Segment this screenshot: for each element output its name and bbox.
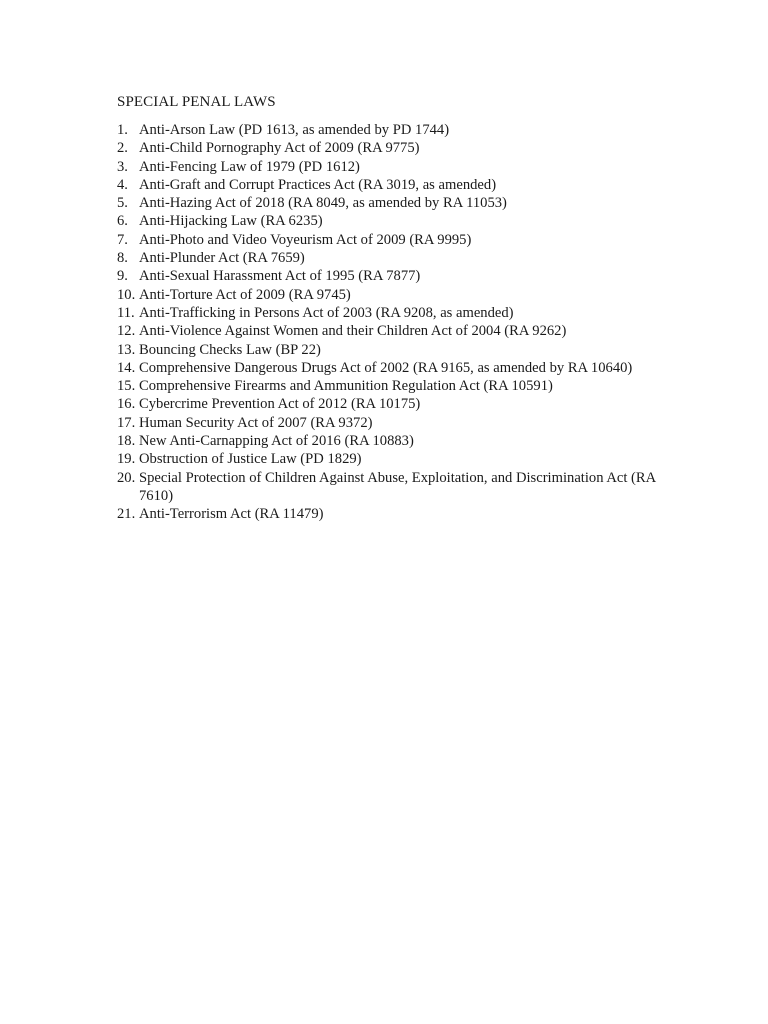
list-item: [117, 194, 692, 212]
list-item-number: 17.: [117, 414, 136, 431]
list-item: [117, 450, 692, 468]
list-item-text: Obstruction of Justice Law (PD 1829): [139, 451, 362, 468]
list-item: [117, 121, 692, 139]
list-item-text: Anti-Graft and Corrupt Practices Act (RA 3019, as amended): [139, 176, 497, 193]
list-item: [117, 341, 692, 359]
list-item: [117, 286, 692, 304]
list-item-number: 14.: [117, 359, 136, 376]
list-item-number: 16.: [117, 396, 136, 413]
list-item: [117, 139, 692, 157]
list-item-text: Comprehensive Firearms and Ammunition Regulation Act (RA 10591): [139, 378, 553, 395]
list-item-text: Anti-Fencing Law of 1979 (PD 1612): [139, 158, 360, 175]
list-item-text: Anti-Trafficking in Persons Act of 2003 (RA 9208, as amended): [139, 304, 514, 321]
list-item: [117, 414, 692, 432]
list-item-number: 9.: [117, 268, 128, 285]
list-item-text: Anti-Violence Against Women and their Children Act of 2004 (RA 9262): [139, 323, 567, 340]
list-item-number: 5.: [117, 195, 128, 212]
list-item: [117, 505, 692, 523]
list-item-text: New Anti-Carnapping Act of 2016 (RA 10883): [139, 433, 414, 450]
list-item-number: 13.: [117, 341, 136, 358]
list-item: [117, 432, 692, 450]
list-item: [117, 377, 692, 395]
list-item-text: Anti-Torture Act of 2009 (RA 9745): [139, 286, 351, 303]
list-item: [117, 304, 692, 322]
list-item: [117, 158, 692, 176]
list-item-number: 12.: [117, 323, 136, 340]
list-item: [117, 212, 692, 230]
list-item-number: 11.: [117, 304, 135, 321]
list-item-number: 3.: [117, 158, 128, 175]
list-item-number: 15.: [117, 378, 136, 395]
list-item-text: Human Security Act of 2007 (RA 9372): [139, 414, 373, 431]
list-item: [117, 176, 692, 194]
list-item-number: 6.: [117, 213, 128, 230]
list-item-number: 19.: [117, 451, 136, 468]
list-item-text: Bouncing Checks Law (BP 22): [139, 341, 321, 358]
list-item-number: 7.: [117, 231, 128, 248]
list-item-text: Anti-Plunder Act (RA 7659): [139, 250, 305, 267]
list-item-number: 1.: [117, 122, 128, 138]
list-item: [117, 469, 692, 506]
list-item-number: 2.: [117, 140, 128, 157]
list-item-text: Anti-Terrorism Act (RA 11479): [139, 506, 324, 523]
list-item: [117, 359, 692, 377]
list-item-text: Comprehensive Dangerous Drugs Act of 2002 (RA 9165, as amended by RA 10640): [139, 359, 633, 376]
list-item-text: Anti-Photo and Video Voyeurism Act of 2009 (RA 9995): [139, 231, 472, 248]
list-item-number: 4.: [117, 176, 128, 193]
list-item-number: 8.: [117, 250, 128, 267]
list-item-text: Anti-Hijacking Law (RA 6235): [139, 213, 323, 230]
list-item: [117, 267, 692, 285]
list-item-number: 20.: [117, 469, 136, 486]
list-item-text: Anti-Sexual Harassment Act of 1995 (RA 7877): [139, 268, 421, 285]
list-item: [117, 322, 692, 340]
list-item-text: Cybercrime Prevention Act of 2012 (RA 10175): [139, 396, 421, 413]
list-item: [117, 395, 692, 413]
list-item-text: Special Protection of Children Against Abuse, Exploitation, and Discrimination Act (RA 7610): [139, 469, 656, 504]
list-item-text: Anti-Child Pornography Act of 2009 (RA 9775): [139, 140, 420, 157]
list-item: [117, 231, 692, 249]
list-item-number: 10.: [117, 286, 136, 303]
list-item: [117, 249, 692, 267]
list-item-number: 18.: [117, 433, 136, 450]
page-title: SPECIAL PENAL LAWS: [117, 94, 276, 110]
list-item-text: Anti-Hazing Act of 2018 (RA 8049, as amended by RA 11053): [139, 195, 507, 212]
list-item-text: Anti-Arson Law (PD 1613, as amended by PD 1744): [139, 122, 450, 138]
law-list: [117, 121, 692, 524]
list-item-number: 21.: [117, 506, 136, 523]
